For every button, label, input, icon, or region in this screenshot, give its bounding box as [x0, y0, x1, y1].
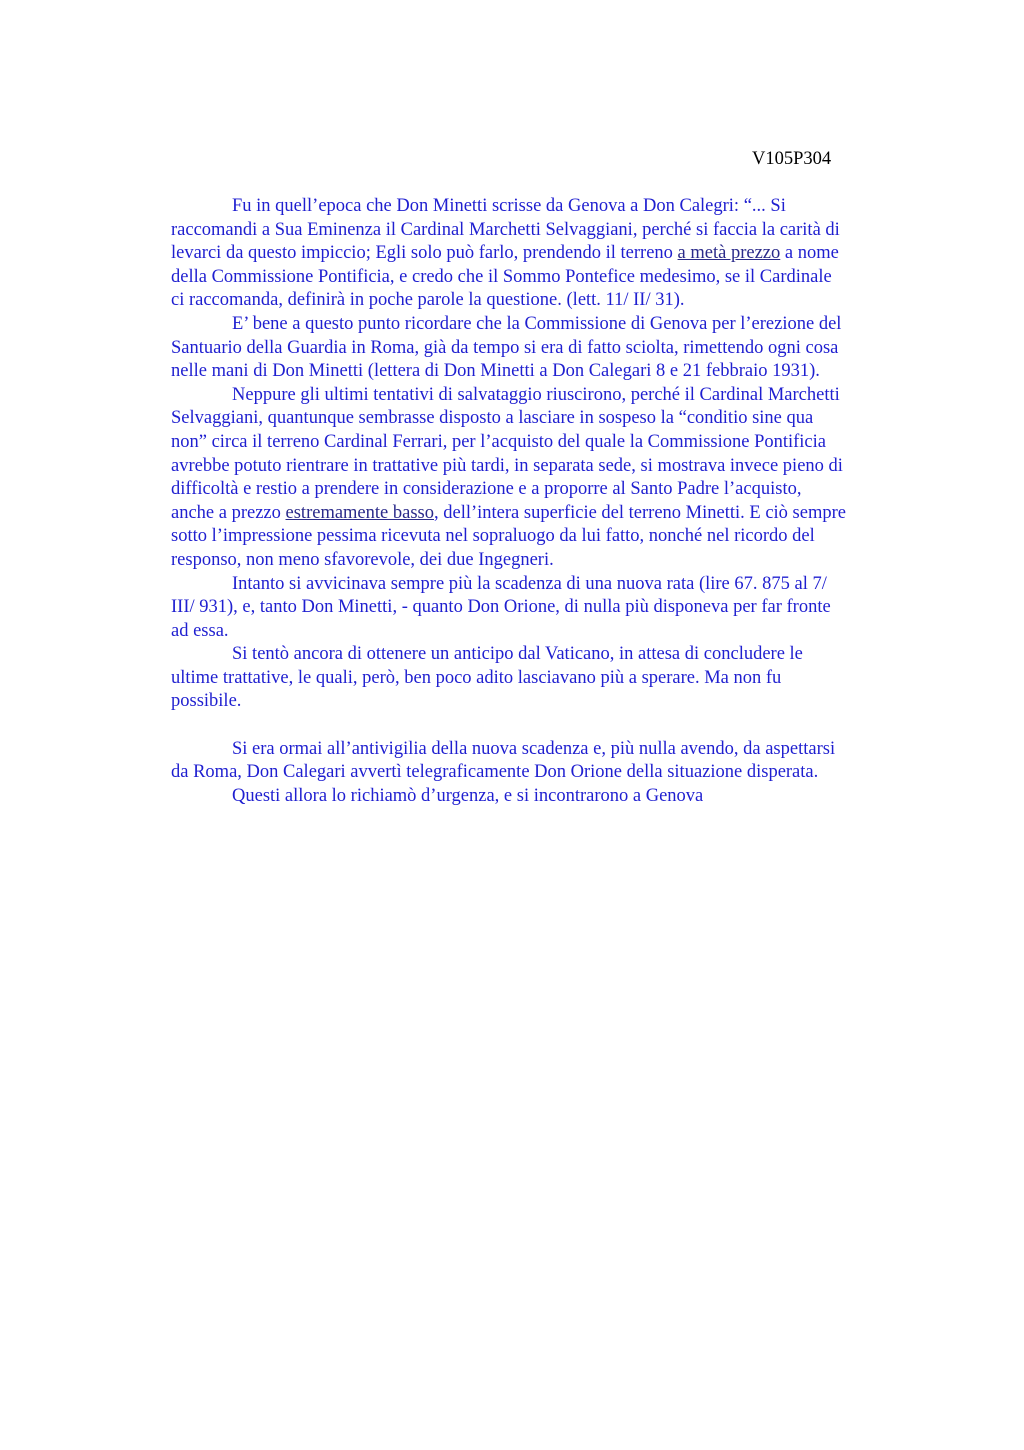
text-segment: a nome: [780, 243, 839, 264]
text-line: avrebbe potuto rientrare in trattative più tardi, in separata sede, si mostrava invece pieno di: [171, 455, 843, 476]
text-line: Neppure gli ultimi tentativi di salvataggio riuscirono, perché il Cardinal Marchetti: [232, 384, 840, 405]
paragraph: [171, 785, 931, 809]
text-line: Selvaggiani, quantunque sembrasse disposto a lasciare in sospeso la “conditio sine qua: [171, 408, 814, 429]
text-line: non” circa il terreno Cardinal Ferrari, per l’acquisto del quale la Commissione Pontificia: [171, 431, 826, 452]
text-segment: levarci da questo impiccio; Egli solo può farlo, prendendo il terreno: [171, 243, 678, 264]
text-line: III/ 931), e, tanto Don Minetti, - quanto Don Orione, di nulla più disponeva per far fronte: [171, 597, 831, 618]
paragraph-spacer: [171, 714, 931, 738]
page-identifier: V105P304: [752, 149, 832, 169]
text-line: Intanto si avvicinava sempre più la scadenza di una nuova rata (lire 67. 875 al 7/: [232, 573, 827, 594]
text-line: E’ bene a questo punto ricordare che la Commissione di Genova per l’erezione del: [232, 313, 842, 334]
paragraph: [171, 573, 931, 644]
text-line: sotto l’impressione pessima ricevuta nel sopraluogo da lui fatto, nonché nel ricordo del: [171, 526, 815, 547]
text-line: da Roma, Don Calegari avvertì telegraficamente Don Orione della situazione disperata.: [171, 762, 819, 783]
paragraph: [171, 195, 931, 313]
text-segment: anche a prezzo: [171, 502, 286, 523]
text-line: Santuario della Guardia in Roma, già da tempo si era di fatto sciolta, rimettendo ogni cosa: [171, 337, 839, 358]
text-line: ad essa.: [171, 620, 229, 641]
underlined-text: a metà prezzo: [677, 243, 781, 264]
text-segment: , dell’intera superficie del terreno Minetti. E ciò sempre: [433, 502, 846, 523]
text-line: [171, 502, 931, 526]
document-body: [171, 195, 931, 808]
text-line: nelle mani di Don Minetti (lettera di Don Minetti a Don Calegari 8 e 21 febbraio 1931).: [171, 361, 820, 382]
paragraph: [171, 643, 931, 714]
paragraph: [171, 738, 931, 785]
text-line: responso, non meno sfavorevole, dei due Ingegneri.: [171, 549, 554, 570]
text-line: possibile.: [171, 691, 242, 712]
text-line: Si tentò ancora di ottenere un anticipo dal Vaticano, in attesa di concludere le: [232, 644, 803, 665]
paragraph: [171, 384, 931, 573]
text-line: ci raccomanda, definirà in poche parole la questione. (lett. 11/ II/ 31).: [171, 290, 685, 311]
text-line: raccomandi a Sua Eminenza il Cardinal Marchetti Selvaggiani, perché si faccia la carità di: [171, 219, 840, 240]
text-line: della Commissione Pontificia, e credo che il Sommo Pontefice medesimo, se il Cardinale: [171, 266, 832, 287]
text-line: ultime trattative, le quali, però, ben poco adito lasciavano più a sperare. Ma non fu: [171, 667, 782, 688]
underlined-text: estremamente basso: [285, 502, 434, 523]
text-line: Questi allora lo richiamò d’urgenza, e si incontrarono a Genova: [232, 785, 704, 806]
paragraph: [171, 313, 931, 384]
text-line: Si era ormai all’antivigilia della nuova scadenza e, più nulla avendo, da aspettarsi: [232, 738, 836, 759]
text-line: difficoltà e restio a prendere in considerazione e a proporre al Santo Padre l’acquisto,: [171, 479, 802, 500]
text-line: [171, 242, 931, 266]
text-line: Fu in quell’epoca che Don Minetti scrisse da Genova a Don Calegri: “... Si: [232, 196, 786, 216]
